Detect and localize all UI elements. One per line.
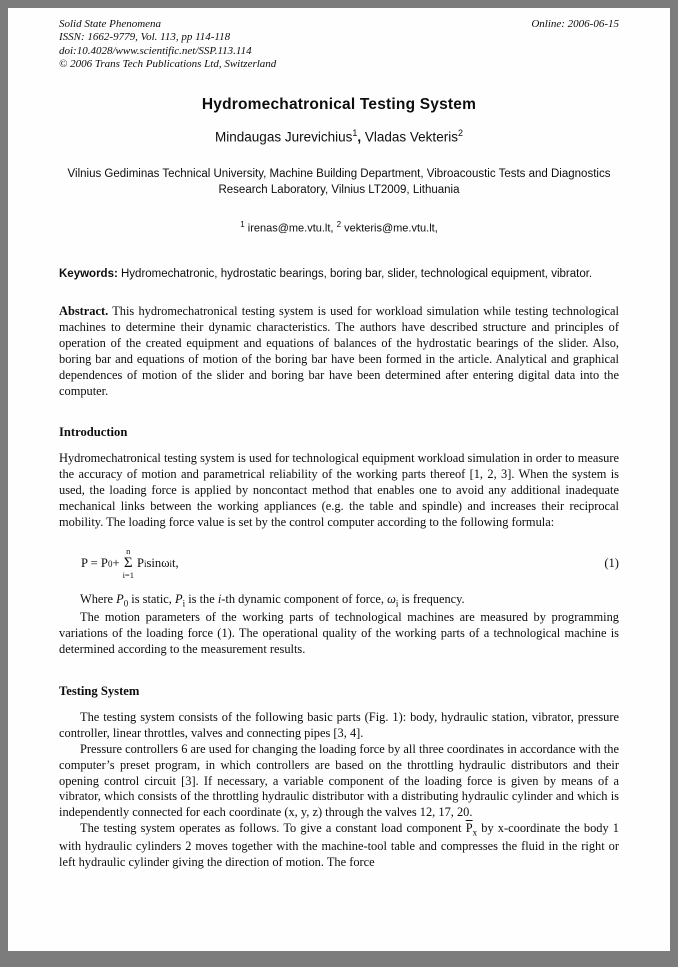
eq-subscript-zero: 0 (107, 558, 113, 569)
equation-legend-paragraph (59, 592, 619, 610)
email-1: irenas@me.vtu.lt, (244, 222, 337, 235)
summation-upper-limit: n (126, 545, 131, 556)
p-bar: $\overline{P}$ (465, 821, 473, 836)
equation-body (81, 547, 179, 581)
eq-omega-subscript: i (169, 558, 173, 569)
eq-lhs: P = P (81, 556, 108, 571)
email-2: vekteris@me.vtu.lt, (341, 222, 438, 235)
load-component-symbol (465, 821, 478, 838)
author-1-affiliation-mark: 1 (352, 127, 358, 138)
legend-text: is the (185, 592, 218, 607)
author-2-name: Vladas Vekteris (364, 129, 458, 145)
legend-text: is static, (128, 592, 176, 607)
p-bar-subscript: x (472, 827, 478, 838)
journal-name: Solid State Phenomena (59, 18, 162, 30)
testing-paragraph-3 (59, 821, 619, 871)
equation-number: (1) (604, 556, 619, 571)
symbol-i: i (217, 592, 222, 607)
eq-term-p: P (136, 556, 144, 571)
abstract-label: Abstract. (59, 304, 109, 319)
introduction-paragraph-1: Hydromechatronical testing system is used for technological equipment workload simulation in order to measure the accuracy of motion and parametrical reliability of the working parts thereof [1, 2, 3]. When the system is used, the loading force is applied by noncontact method that enables one to avoid any additional inadequate mechanical links between the working appliances (e.g. the table and spindle) and increases their reciprocal mobility. The loading force value is set by the control computer according to the following formula: (59, 451, 619, 529)
authors-line (59, 128, 619, 145)
paper-title: Hydromechatronical Testing System (201, 95, 477, 113)
testing-paragraph-2: Pressure controllers 6 are used for changing the loading force by all three coordinates in accordance with the computer’s preset program, in which controllers are based on the throttling hydraulic distributors and their opening control circuit [3]. If necessary, a variable component of the loading force is given by means of a vibrator, which consists of the throttling hydraulic distributor with a distributing hydraulic cylinder and which is independently connected for each coordinate (x, y, z) through the valves 12, 17, 20. (59, 741, 619, 820)
symbol-omega-subscript: i (395, 598, 399, 609)
eq-subscript-i: i (143, 558, 147, 569)
introduction-paragraph-2: The motion parameters of the working parts of technological machines are measured by programming variations of the loading force (1). The operational quality of the working parts of a technological machine is determined according to the measurement results. (59, 610, 619, 657)
sigma-icon: Σ (123, 555, 133, 572)
section-heading-testing-system: Testing System (59, 684, 140, 699)
symbol-pi: P (175, 592, 183, 607)
legend-text: -th dynamic component of force, (221, 592, 388, 607)
paragraph-text: The testing system operates as follows. To give a constant load component (80, 821, 466, 836)
email-2-mark: 2 (336, 220, 342, 230)
legend-text: is frequency. (398, 592, 465, 607)
authors-separator: , (357, 129, 365, 145)
eq-sin-operator: sin (146, 556, 162, 571)
symbol-p0: P (116, 592, 124, 607)
eq-omega: ω (161, 556, 170, 571)
keywords-text: Hydromechatronic, hydrostatic bearings, boring bar, slider, technological equipment, vibrator. (117, 267, 593, 280)
paper-page (8, 8, 670, 951)
summation-lower-limit: i=1 (122, 570, 134, 581)
eq-plus-sign: + (112, 556, 120, 571)
author-2-affiliation-mark: 2 (457, 127, 463, 138)
equation-1 (59, 547, 619, 581)
journal-header (59, 18, 619, 72)
author-1-name: Mindaugas Jurevichius (215, 129, 353, 145)
journal-info-block (59, 18, 276, 72)
summation-symbol (123, 547, 134, 581)
keywords-label: Keywords: (59, 267, 118, 280)
email-1-mark: 1 (240, 220, 245, 230)
paragraph-text: by x-coordinate the body 1 with hydraulic cylinders 2 moves together with the machine-tool table and compresses the fluid in the right or left hydraulic cylinder giving the direction of motion. The force (59, 821, 620, 870)
eq-time-variable: t, (172, 556, 179, 571)
abstract-block (59, 304, 619, 399)
symbol-pi-subscript: i (182, 598, 186, 609)
journal-copyright: © 2006 Trans Tech Publications Ltd, Switzerland (59, 58, 277, 71)
symbol-p0-subscript: 0 (123, 598, 129, 609)
affiliation-line: Vilnius Gediminas Technical University, Machine Building Department, Vibroacoustic Tests and Diagnostics Research Laboratory, Vilnius LT2009, Lithuania (67, 168, 611, 197)
journal-issn-volume: ISSN: 1662-9779, Vol. 113, pp 114-118 (59, 31, 231, 44)
symbol-omega: ω (387, 592, 396, 607)
online-date: Online: 2006-06-15 (531, 18, 619, 30)
abstract-text: This hydromechatronical testing system is used for workload simulation while testing technological machines to determine their dynamic characteristics. The authors have described structure and principles of operation of the created equipment and equations of balances of the hydrostatic bearings of the slider. Also, boring bar and equations of motion of the boring bar have been formed in the article. Analytical and graphical dependences of motion of the slider and boring bar have been determined after entering digital data into the computer. (59, 304, 619, 398)
section-heading-introduction: Introduction (59, 425, 128, 440)
keywords-block (59, 267, 619, 282)
journal-doi: doi:10.4028/www.scientific.net/SSP.113.114 (59, 44, 252, 57)
legend-text: Where (80, 592, 117, 607)
testing-paragraph-1: The testing system consists of the following basic parts (Fig. 1): body, hydraulic station, vibrator, pressure controller, linear throttles, valves and connecting pipes [3, 4]. (59, 710, 619, 740)
emails-line (59, 220, 619, 235)
